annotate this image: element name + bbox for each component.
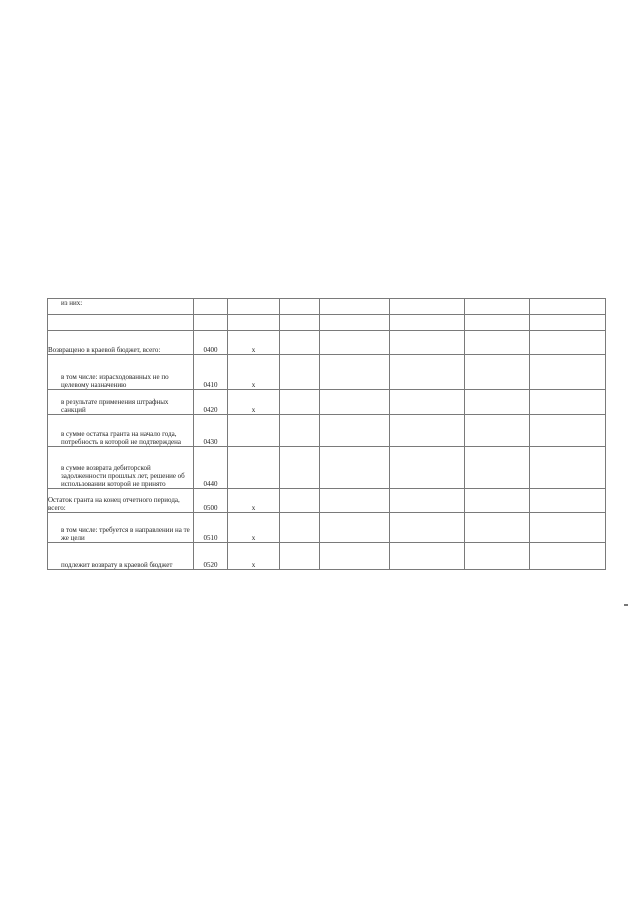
row-label: из них: xyxy=(48,299,194,315)
row-mark: x xyxy=(228,390,280,415)
value-cell xyxy=(320,447,390,489)
value-cell xyxy=(530,315,606,331)
table-row xyxy=(48,315,606,331)
value-cell xyxy=(320,513,390,543)
row-code: 0440 xyxy=(194,447,228,489)
value-cell xyxy=(280,513,320,543)
value-cell xyxy=(280,390,320,415)
value-cell xyxy=(530,331,606,355)
table-row xyxy=(48,513,606,543)
value-cell xyxy=(280,299,320,315)
value-cell xyxy=(465,390,530,415)
row-label xyxy=(48,315,194,331)
row-mark: x xyxy=(228,355,280,390)
value-cell xyxy=(320,390,390,415)
value-cell xyxy=(530,299,606,315)
row-code: 0420 xyxy=(194,390,228,415)
row-label: в том числе: требуется в направлении на те же цели xyxy=(48,513,194,543)
value-cell xyxy=(280,543,320,570)
row-label: в результате применения штрафных санкций xyxy=(48,390,194,415)
value-cell xyxy=(320,543,390,570)
row-code: 0400 xyxy=(194,331,228,355)
value-cell xyxy=(280,331,320,355)
value-cell xyxy=(390,390,465,415)
table-row xyxy=(48,355,606,390)
value-cell xyxy=(320,315,390,331)
value-cell xyxy=(530,355,606,390)
table-row xyxy=(48,447,606,489)
value-cell xyxy=(390,513,465,543)
value-cell xyxy=(530,390,606,415)
value-cell xyxy=(390,331,465,355)
table-row xyxy=(48,390,606,415)
value-cell xyxy=(465,299,530,315)
row-mark xyxy=(228,315,280,331)
row-label: Остаток гранта на конец отчетного периода, всего: xyxy=(48,489,194,513)
value-cell xyxy=(390,299,465,315)
value-cell xyxy=(280,415,320,447)
value-cell xyxy=(530,447,606,489)
value-cell xyxy=(465,489,530,513)
value-cell xyxy=(320,299,390,315)
row-label: в сумме возврата дебиторской задолженности прошлых лет, решение об использовании которой не принято xyxy=(48,447,194,489)
row-code xyxy=(194,299,228,315)
value-cell xyxy=(280,315,320,331)
row-code: 0410 xyxy=(194,355,228,390)
row-label: в сумме остатка гранта на начало года, потребность в которой не подтверждена xyxy=(48,415,194,447)
row-code: 0510 xyxy=(194,513,228,543)
value-cell xyxy=(390,315,465,331)
value-cell xyxy=(465,447,530,489)
value-cell xyxy=(390,543,465,570)
value-cell xyxy=(390,355,465,390)
grant-report-table xyxy=(47,298,606,570)
value-cell xyxy=(280,355,320,390)
value-cell xyxy=(465,513,530,543)
row-label: Возвращено в краевой бюджет, всего: xyxy=(48,331,194,355)
value-cell xyxy=(530,489,606,513)
row-mark: x xyxy=(228,543,280,570)
value-cell xyxy=(465,315,530,331)
value-cell xyxy=(280,447,320,489)
value-cell xyxy=(280,489,320,513)
value-cell xyxy=(320,415,390,447)
value-cell xyxy=(320,355,390,390)
value-cell xyxy=(530,415,606,447)
row-mark xyxy=(228,415,280,447)
value-cell xyxy=(465,355,530,390)
value-cell xyxy=(320,489,390,513)
row-code: 0430 xyxy=(194,415,228,447)
table-row xyxy=(48,415,606,447)
row-mark: x xyxy=(228,513,280,543)
table-row xyxy=(48,299,606,315)
value-cell xyxy=(320,331,390,355)
value-cell xyxy=(465,415,530,447)
value-cell xyxy=(530,513,606,543)
value-cell xyxy=(390,447,465,489)
row-mark xyxy=(228,447,280,489)
scan-speck xyxy=(624,604,628,606)
row-mark xyxy=(228,299,280,315)
row-label: подлежит возврату в краевой бюджет xyxy=(48,543,194,570)
table-row xyxy=(48,331,606,355)
row-mark: x xyxy=(228,331,280,355)
value-cell xyxy=(465,543,530,570)
value-cell xyxy=(390,415,465,447)
row-mark: x xyxy=(228,489,280,513)
value-cell xyxy=(465,331,530,355)
value-cell xyxy=(390,489,465,513)
table-row xyxy=(48,543,606,570)
row-code: 0520 xyxy=(194,543,228,570)
row-code: 0500 xyxy=(194,489,228,513)
table-row xyxy=(48,489,606,513)
value-cell xyxy=(530,543,606,570)
row-code xyxy=(194,315,228,331)
row-label: в том числе: израсходованных не по целевому назначению xyxy=(48,355,194,390)
